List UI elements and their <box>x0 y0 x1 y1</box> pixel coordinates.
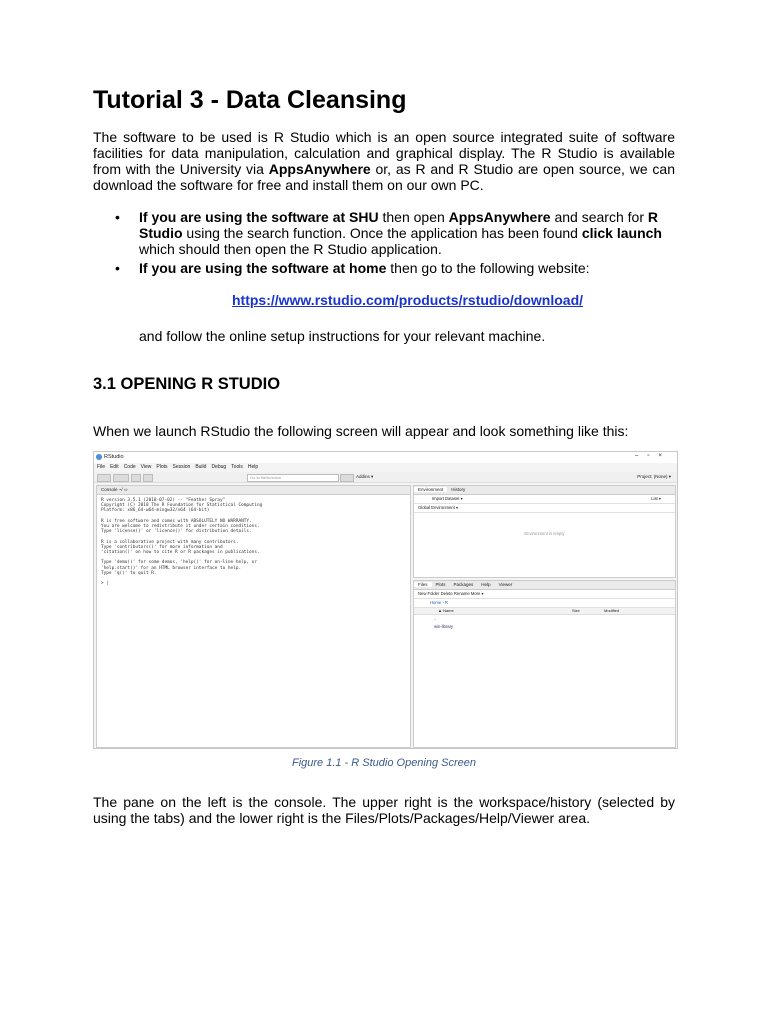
grid-icon <box>340 474 354 482</box>
env-empty-message: Environment is empty <box>524 531 565 536</box>
files-column-header <box>414 608 675 615</box>
project-menu: Project: (None) ▾ <box>637 474 671 479</box>
section-title: 3.1 OPENING R STUDIO <box>93 375 281 393</box>
launch-text: When we launch RStudio the following screen will appear and look something like this: <box>93 423 629 439</box>
path-r: R <box>444 600 448 605</box>
tab-history: History <box>451 487 466 492</box>
bullet-list <box>93 209 675 279</box>
menu-view: View <box>140 464 152 470</box>
env-selector <box>414 504 675 513</box>
console-tab: Console ~/ ⇨ <box>97 486 410 495</box>
menu-session: Session <box>172 464 191 470</box>
global-env-dropdown: Global Environment ▾ <box>418 505 459 510</box>
main-toolbar <box>94 472 677 483</box>
list-view-button: List ▾ <box>651 496 661 501</box>
save-icon <box>131 474 141 482</box>
col-name: ▲ Name <box>438 608 454 613</box>
menu-plots: Plots <box>156 464 168 470</box>
console-output: R version 3.5.1 (2018-07-02) -- "Feather Spray" Copyright (C) 2018 The R Foundation for Statistical Computing Platform: x86_64-w64-mingw32/x64 (64-bit) R is free software and comes with ABSOLUTELY NO WARRANTY. You are welcome to redistribute it under certain conditions. Type 'license()' or 'licence()' for distribution details. R is a collaborative project with many contributors. Type 'contributors()' for more information and 'citation()' on how to cite R or R packages in publications. Type 'demo()' for some demos, 'help()' for on-line help, or 'help.start()' for an HTML browser interface to help. Type 'q()' to quit R. > | <box>101 498 263 587</box>
figure-caption: Figure 1.1 - R Studio Opening Screen <box>291 757 477 769</box>
intro-paragraph: The software to be used is R Studio which is an open source integrated suite of software facilities for data manipulation, calculation and graphical display. The R Studio is available from with the University via AppsAnywhere or, as R and R Studio are open source, we can download the software for free and install them on our own PC. <box>93 129 675 193</box>
rstudio-screenshot <box>93 451 678 749</box>
window-controls: –▫× <box>635 453 671 459</box>
file-row-up: .. <box>434 616 437 621</box>
menu-build: Build <box>195 464 207 470</box>
menu-help: Help <box>247 464 259 470</box>
environment-pane <box>413 485 676 578</box>
env-toolbar <box>414 495 675 504</box>
save-all-icon <box>143 474 153 482</box>
new-file-icon <box>97 474 111 482</box>
addins-menu: Addins ▾ <box>356 474 374 479</box>
import-dataset-button: Import Dataset ▾ <box>432 496 463 501</box>
window-title: RStudio <box>104 454 124 460</box>
tab-files: Files <box>414 582 432 587</box>
console-pane <box>96 485 411 748</box>
tab-help: Help <box>481 582 491 587</box>
tab-environment: Environment <box>414 487 447 492</box>
follow-instructions: and follow the online setup instructions for your relevant machine. <box>139 328 546 344</box>
col-size: Size <box>572 608 580 613</box>
open-folder-icon <box>113 474 129 482</box>
page-title: Tutorial 3 - Data Cleansing <box>93 86 407 114</box>
tab-viewer: Viewer <box>498 582 513 587</box>
files-path: Home › R <box>414 599 675 608</box>
file-row-win-library: win-library <box>434 624 454 629</box>
menu-debug: Debug <box>211 464 227 470</box>
files-toolbar: New Folder Delete Rename More ▾ <box>414 590 675 599</box>
rstudio-logo-icon <box>96 454 102 460</box>
bullet-item-home: • If you are using the software at home then go to the following website: <box>115 260 590 276</box>
menu-bar <box>94 464 677 472</box>
menu-file: File <box>97 464 106 470</box>
menu-tools: Tools <box>231 464 243 470</box>
window-titlebar <box>94 452 677 463</box>
menu-edit: Edit <box>110 464 119 470</box>
download-link[interactable]: https://www.rstudio.com/products/rstudio/download/ <box>232 292 584 308</box>
menu-code: Code <box>123 464 136 470</box>
path-home: Home <box>430 600 442 605</box>
files-pane <box>413 580 676 748</box>
files-tabs <box>414 581 675 590</box>
col-modified: Modified <box>604 608 620 613</box>
tab-packages: Packages <box>453 582 474 587</box>
bullet-item-shu: • If you are using the software at SHU then open AppsAnywhere and search for R Studio using the search function. Once the application has been found click launch which should then open the R Studio application. <box>115 209 662 257</box>
goto-file-input: Go to file/function <box>247 474 339 482</box>
closing-paragraph: The pane on the left is the console. The upper right is the workspace/history (selected by using the tabs) and the lower right is the Files/Plots/Packages/Help/Viewer area. <box>93 794 675 826</box>
tab-plots: Plots <box>435 582 446 587</box>
env-tabs <box>414 486 675 495</box>
